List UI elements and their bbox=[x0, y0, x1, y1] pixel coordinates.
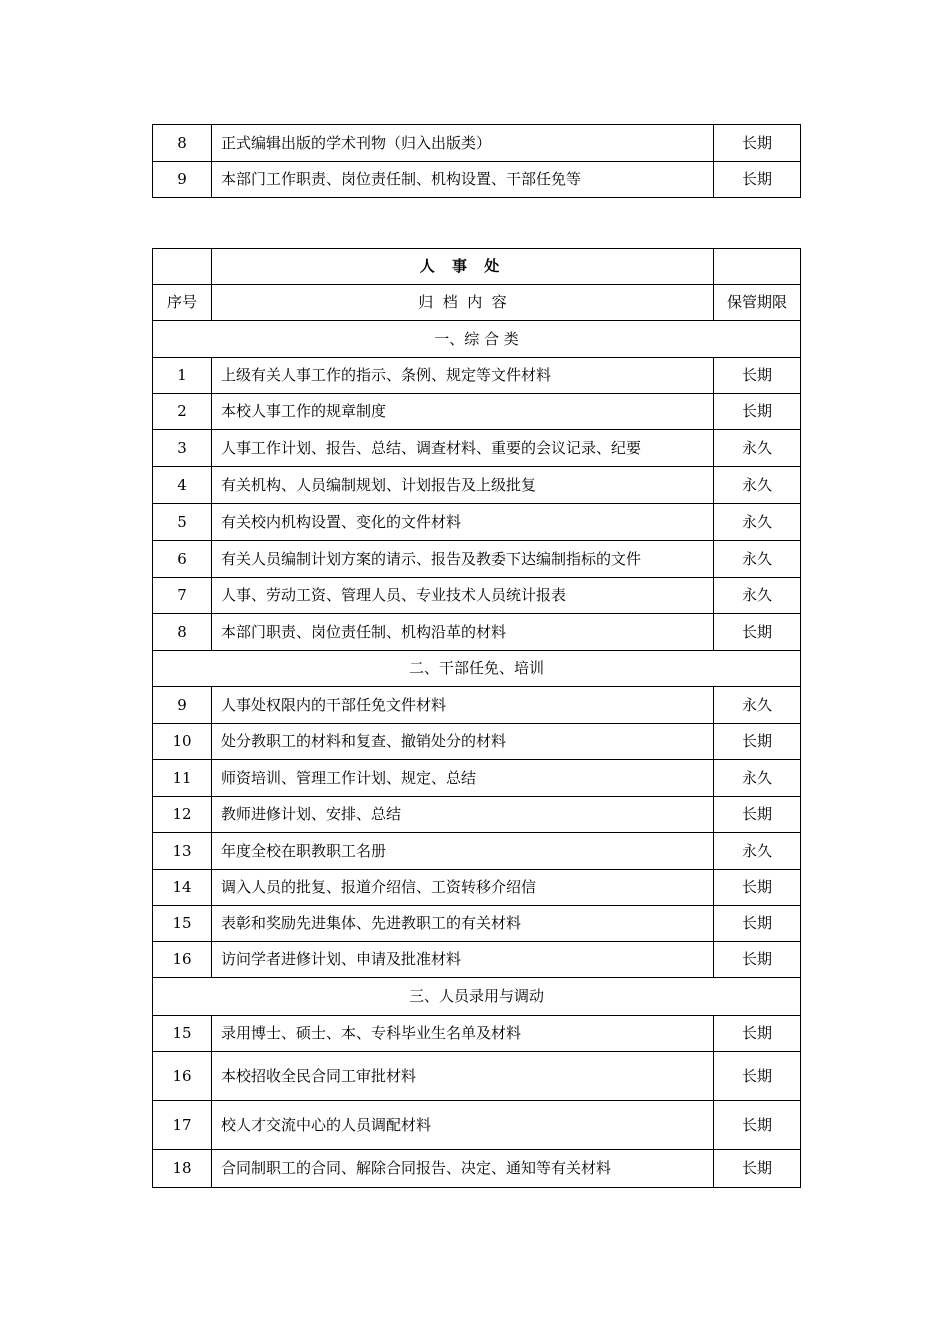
row-retention-period: 长期 bbox=[714, 724, 801, 760]
header-retention-period: 保管期限 bbox=[714, 285, 801, 321]
table-row bbox=[153, 394, 801, 430]
table-row bbox=[153, 1052, 801, 1101]
table-row bbox=[153, 1150, 801, 1188]
row-content: 本部门工作职责、岗位责任制、机构设置、干部任免等 bbox=[212, 162, 714, 198]
row-content: 正式编辑出版的学术刊物（归入出版类） bbox=[212, 125, 714, 162]
table-row bbox=[153, 1016, 801, 1052]
row-number: 17 bbox=[153, 1101, 212, 1150]
row-retention-period: 长期 bbox=[714, 797, 801, 833]
row-content: 合同制职工的合同、解除合同报告、决定、通知等有关材料 bbox=[212, 1150, 714, 1188]
section-heading-row bbox=[153, 651, 801, 687]
row-retention-period: 长期 bbox=[714, 358, 801, 394]
table-row bbox=[153, 833, 801, 870]
row-content: 有关人员编制计划方案的请示、报告及教委下达编制指标的文件 bbox=[212, 541, 714, 578]
row-number: 8 bbox=[153, 614, 212, 651]
table-row bbox=[153, 358, 801, 394]
row-number: 18 bbox=[153, 1150, 212, 1188]
row-retention-period: 永久 bbox=[714, 578, 801, 614]
title-empty-cell bbox=[153, 249, 212, 285]
row-number: 13 bbox=[153, 833, 212, 870]
row-retention-period: 长期 bbox=[714, 870, 801, 906]
table-row bbox=[153, 541, 801, 578]
section-heading: 三、人员录用与调动 bbox=[153, 978, 801, 1016]
table-row bbox=[153, 504, 801, 541]
row-content: 人事工作计划、报告、总结、调查材料、重要的会议记录、纪要 bbox=[212, 430, 714, 467]
row-content: 本校招收全民合同工审批材料 bbox=[212, 1052, 714, 1101]
table-row bbox=[153, 687, 801, 724]
row-number: 2 bbox=[153, 394, 212, 430]
row-content: 表彰和奖励先进集体、先进教职工的有关材料 bbox=[212, 906, 714, 942]
row-content: 年度全校在职教职工名册 bbox=[212, 833, 714, 870]
row-retention-period: 永久 bbox=[714, 833, 801, 870]
row-retention-period: 长期 bbox=[714, 942, 801, 978]
row-content: 访问学者进修计划、申请及批准材料 bbox=[212, 942, 714, 978]
row-number: 10 bbox=[153, 724, 212, 760]
row-content: 人事、劳动工资、管理人员、专业技术人员统计报表 bbox=[212, 578, 714, 614]
table-row bbox=[153, 614, 801, 651]
row-retention-period: 永久 bbox=[714, 467, 801, 504]
row-content: 调入人员的批复、报道介绍信、工资转移介绍信 bbox=[212, 870, 714, 906]
row-number: 9 bbox=[153, 162, 212, 198]
row-content: 有关机构、人员编制规划、计划报告及上级批复 bbox=[212, 467, 714, 504]
row-retention-period: 永久 bbox=[714, 541, 801, 578]
row-content: 教师进修计划、安排、总结 bbox=[212, 797, 714, 833]
row-number: 3 bbox=[153, 430, 212, 467]
row-number: 15 bbox=[153, 906, 212, 942]
table-title-row bbox=[153, 249, 801, 285]
title-empty-cell bbox=[714, 249, 801, 285]
row-retention-period: 长期 bbox=[714, 394, 801, 430]
row-number: 6 bbox=[153, 541, 212, 578]
table-row bbox=[153, 467, 801, 504]
table-row bbox=[153, 760, 801, 797]
row-number: 7 bbox=[153, 578, 212, 614]
row-content: 本部门职责、岗位责任制、机构沿革的材料 bbox=[212, 614, 714, 651]
section-heading: 一、综 合 类 bbox=[153, 321, 801, 358]
row-number: 12 bbox=[153, 797, 212, 833]
row-content: 有关校内机构设置、变化的文件材料 bbox=[212, 504, 714, 541]
row-number: 8 bbox=[153, 125, 212, 162]
row-retention-period: 长期 bbox=[714, 1016, 801, 1052]
row-retention-period: 长期 bbox=[714, 614, 801, 651]
table-row bbox=[153, 430, 801, 467]
header-content: 归 档 内 容 bbox=[212, 285, 714, 321]
row-retention-period: 长期 bbox=[714, 162, 801, 198]
table-title: 人 事 处 bbox=[212, 249, 714, 285]
row-retention-period: 长期 bbox=[714, 1101, 801, 1150]
row-number: 14 bbox=[153, 870, 212, 906]
row-retention-period: 长期 bbox=[714, 1052, 801, 1101]
row-number: 5 bbox=[153, 504, 212, 541]
row-retention-period: 长期 bbox=[714, 1150, 801, 1188]
row-number: 16 bbox=[153, 942, 212, 978]
row-content: 本校人事工作的规章制度 bbox=[212, 394, 714, 430]
row-retention-period: 永久 bbox=[714, 504, 801, 541]
row-number: 16 bbox=[153, 1052, 212, 1101]
row-content: 处分教职工的材料和复查、撤销处分的材料 bbox=[212, 724, 714, 760]
row-number: 1 bbox=[153, 358, 212, 394]
row-retention-period: 长期 bbox=[714, 906, 801, 942]
table-row bbox=[153, 1101, 801, 1150]
header-number: 序号 bbox=[153, 285, 212, 321]
table-row bbox=[153, 797, 801, 833]
row-retention-period: 永久 bbox=[714, 687, 801, 724]
section-heading-row bbox=[153, 321, 801, 358]
row-content: 上级有关人事工作的指示、条例、规定等文件材料 bbox=[212, 358, 714, 394]
table-row bbox=[153, 724, 801, 760]
row-retention-period: 永久 bbox=[714, 760, 801, 797]
table-header-row bbox=[153, 285, 801, 321]
row-content: 校人才交流中心的人员调配材料 bbox=[212, 1101, 714, 1150]
table-row bbox=[153, 125, 801, 162]
row-number: 15 bbox=[153, 1016, 212, 1052]
row-content: 人事处权限内的干部任免文件材料 bbox=[212, 687, 714, 724]
records-table-continued bbox=[152, 124, 801, 198]
personnel-office-records-table bbox=[152, 248, 801, 1188]
table-row bbox=[153, 870, 801, 906]
table-row bbox=[153, 578, 801, 614]
row-retention-period: 长期 bbox=[714, 125, 801, 162]
table-row bbox=[153, 906, 801, 942]
row-retention-period: 永久 bbox=[714, 430, 801, 467]
row-number: 4 bbox=[153, 467, 212, 504]
row-content: 录用博士、硕士、本、专科毕业生名单及材料 bbox=[212, 1016, 714, 1052]
row-content: 师资培训、管理工作计划、规定、总结 bbox=[212, 760, 714, 797]
row-number: 11 bbox=[153, 760, 212, 797]
section-heading: 二、干部任免、培训 bbox=[153, 651, 801, 687]
row-number: 9 bbox=[153, 687, 212, 724]
table-row bbox=[153, 162, 801, 198]
table-row bbox=[153, 942, 801, 978]
section-heading-row bbox=[153, 978, 801, 1016]
